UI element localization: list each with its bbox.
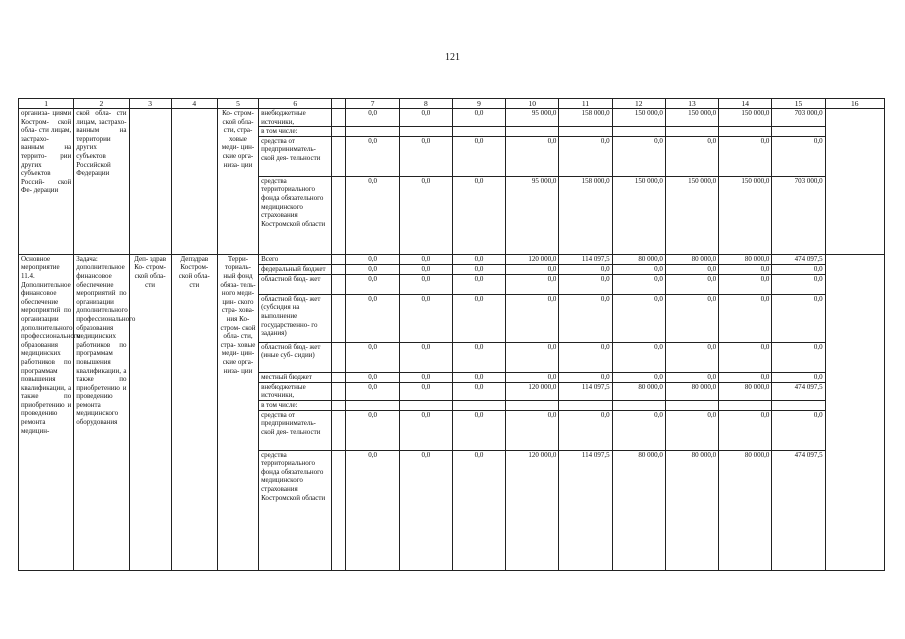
budget-table <box>18 98 885 571</box>
value-cell <box>559 127 612 137</box>
column-header: 1 <box>19 99 74 109</box>
empty-cell <box>332 264 346 274</box>
task-cell: ской обла- сти лицам, застрахо- ванным на территории других субъектов Российской Федерации <box>74 109 129 255</box>
value-cell: 0,0 <box>719 372 772 382</box>
value-cell: 150 000,0 <box>612 176 665 254</box>
column-header <box>332 99 346 109</box>
value-cell: 0,0 <box>559 372 612 382</box>
value-cell: 0,0 <box>772 274 825 294</box>
value-cell: 0,0 <box>559 136 612 176</box>
column-header: 3 <box>129 99 171 109</box>
value-cell: 0,0 <box>612 342 665 372</box>
column-header: 15 <box>772 99 825 109</box>
value-cell: 0,0 <box>399 372 452 382</box>
funding-source-cell: средства от предприниматель- ской дея- тельности <box>259 136 332 176</box>
funding-source-cell: средства территориального фонда обязательного медицинского страхования Костромской области <box>259 450 332 570</box>
value-cell <box>665 127 718 137</box>
value-cell: 0,0 <box>452 372 505 382</box>
column-header: 4 <box>171 99 217 109</box>
value-cell: 0,0 <box>346 372 399 382</box>
value-cell: 0,0 <box>399 450 452 570</box>
value-cell: 114 097,5 <box>559 254 612 264</box>
value-cell: 0,0 <box>665 264 718 274</box>
value-cell: 0,0 <box>346 136 399 176</box>
column-header: 10 <box>506 99 559 109</box>
value-cell: 0,0 <box>452 294 505 342</box>
value-cell: 0,0 <box>399 410 452 450</box>
value-cell: 80 000,0 <box>612 382 665 400</box>
value-cell: 114 097,5 <box>559 450 612 570</box>
value-cell: 703 000,0 <box>772 109 825 127</box>
value-cell: 150 000,0 <box>665 176 718 254</box>
value-cell <box>399 127 452 137</box>
value-cell: 0,0 <box>772 342 825 372</box>
responsible-cell: Депздрав Костром- ской обла- сти <box>171 254 217 570</box>
value-cell: 80 000,0 <box>665 254 718 264</box>
value-cell: 80 000,0 <box>719 382 772 400</box>
executor-cell: Терри- ториаль- ный фонд обяза- тель- ного меди- цин- ского стра- хова- ния Ко- стром- ской обла- сти, стра- ховые меди- цин- ские орга- низа- ции <box>217 254 258 570</box>
empty-cell <box>332 342 346 372</box>
value-cell: 0,0 <box>719 264 772 274</box>
empty-cell <box>332 450 346 570</box>
value-cell: 0,0 <box>665 342 718 372</box>
value-cell: 0,0 <box>719 294 772 342</box>
column-16-cell <box>825 109 884 255</box>
value-cell: 0,0 <box>346 382 399 400</box>
empty-cell <box>332 400 346 410</box>
value-cell: 0,0 <box>399 342 452 372</box>
value-cell: 0,0 <box>612 274 665 294</box>
funding-source-cell: федеральный бюджет <box>259 264 332 274</box>
empty-cell <box>332 254 346 264</box>
value-cell: 0,0 <box>559 342 612 372</box>
value-cell <box>346 127 399 137</box>
value-cell: 0,0 <box>346 274 399 294</box>
value-cell <box>665 400 718 410</box>
value-cell: 474 097,5 <box>772 254 825 264</box>
value-cell: 0,0 <box>346 450 399 570</box>
column-header: 9 <box>452 99 505 109</box>
funding-source-cell: в том числе: <box>259 127 332 137</box>
value-cell: 0,0 <box>399 254 452 264</box>
value-cell: 0,0 <box>452 342 505 372</box>
value-cell <box>452 127 505 137</box>
value-cell <box>719 400 772 410</box>
value-cell: 120 000,0 <box>506 450 559 570</box>
value-cell <box>346 400 399 410</box>
value-cell <box>559 400 612 410</box>
value-cell: 158 000,0 <box>559 176 612 254</box>
task-cell: Задача: дополнительное финансовое обеспечение мероприятий по организации дополнительного профессионального образования медицинских работников по программам повышения квалификации, а также по приобретению и проведению ремонта медицинского оборудования <box>74 254 129 570</box>
value-cell: 0,0 <box>346 264 399 274</box>
empty-cell <box>332 109 346 127</box>
value-cell: 120 000,0 <box>506 254 559 264</box>
table-row <box>19 109 885 127</box>
value-cell: 0,0 <box>559 294 612 342</box>
value-cell: 0,0 <box>506 136 559 176</box>
value-cell: 0,0 <box>772 372 825 382</box>
value-cell: 0,0 <box>346 109 399 127</box>
value-cell: 0,0 <box>506 274 559 294</box>
value-cell: 0,0 <box>559 410 612 450</box>
funding-source-cell: внебюджетные источники, <box>259 109 332 127</box>
empty-cell <box>332 127 346 137</box>
value-cell: 0,0 <box>506 342 559 372</box>
value-cell <box>452 400 505 410</box>
empty-cell <box>332 372 346 382</box>
customer-cell: Деп- здрав Ко- стром- ской обла- сти <box>129 254 171 570</box>
value-cell: 0,0 <box>665 274 718 294</box>
value-cell <box>719 127 772 137</box>
funding-source-cell: областной бюд- жет (субсидия на выполнение государственно- го задания) <box>259 294 332 342</box>
value-cell: 0,0 <box>452 136 505 176</box>
page-number: 121 <box>445 52 460 63</box>
empty-cell <box>332 382 346 400</box>
value-cell: 474 097,5 <box>772 450 825 570</box>
executor-cell: Ко- стром- ской обла- сти, стра- ховые меди- цин- ские орга- низа- ции <box>217 109 258 255</box>
column-header: 2 <box>74 99 129 109</box>
customer-cell <box>129 109 171 255</box>
responsible-cell <box>171 109 217 255</box>
value-cell: 80 000,0 <box>665 382 718 400</box>
empty-cell <box>332 294 346 342</box>
column-header: 5 <box>217 99 258 109</box>
value-cell: 114 097,5 <box>559 382 612 400</box>
value-cell: 0,0 <box>719 342 772 372</box>
funding-source-cell: Всего <box>259 254 332 264</box>
column-header: 7 <box>346 99 399 109</box>
value-cell: 0,0 <box>665 294 718 342</box>
value-cell: 0,0 <box>346 176 399 254</box>
value-cell: 158 000,0 <box>559 109 612 127</box>
value-cell <box>612 400 665 410</box>
column-header: 13 <box>665 99 718 109</box>
value-cell: 0,0 <box>612 136 665 176</box>
value-cell <box>772 127 825 137</box>
value-cell: 0,0 <box>665 410 718 450</box>
value-cell: 95 000,0 <box>506 176 559 254</box>
value-cell: 0,0 <box>346 342 399 372</box>
value-cell: 0,0 <box>452 109 505 127</box>
value-cell: 0,0 <box>506 410 559 450</box>
value-cell: 0,0 <box>452 274 505 294</box>
value-cell: 0,0 <box>399 136 452 176</box>
value-cell: 0,0 <box>399 176 452 254</box>
value-cell: 0,0 <box>719 274 772 294</box>
value-cell: 0,0 <box>559 274 612 294</box>
value-cell: 0,0 <box>506 294 559 342</box>
value-cell: 0,0 <box>506 264 559 274</box>
value-cell <box>612 127 665 137</box>
funding-source-cell: внебюджетные источники, <box>259 382 332 400</box>
column-header: 8 <box>399 99 452 109</box>
funding-source-cell: местный бюджет <box>259 372 332 382</box>
value-cell: 0,0 <box>772 264 825 274</box>
value-cell: 0,0 <box>346 254 399 264</box>
value-cell: 0,0 <box>346 410 399 450</box>
value-cell: 0,0 <box>665 136 718 176</box>
value-cell: 80 000,0 <box>719 254 772 264</box>
column-16-cell <box>825 254 884 570</box>
column-header: 11 <box>559 99 612 109</box>
value-cell: 150 000,0 <box>719 109 772 127</box>
value-cell: 0,0 <box>346 294 399 342</box>
value-cell <box>772 400 825 410</box>
column-header: 6 <box>259 99 332 109</box>
value-cell <box>506 127 559 137</box>
value-cell: 0,0 <box>452 254 505 264</box>
value-cell: 80 000,0 <box>665 450 718 570</box>
value-cell: 0,0 <box>399 382 452 400</box>
funding-source-cell: областной бюд- жет <box>259 274 332 294</box>
value-cell: 0,0 <box>612 264 665 274</box>
value-cell: 0,0 <box>452 264 505 274</box>
column-header: 16 <box>825 99 884 109</box>
empty-cell <box>332 136 346 176</box>
value-cell: 150 000,0 <box>665 109 718 127</box>
value-cell <box>506 400 559 410</box>
column-header: 12 <box>612 99 665 109</box>
value-cell: 0,0 <box>612 410 665 450</box>
value-cell: 0,0 <box>399 294 452 342</box>
value-cell: 0,0 <box>399 109 452 127</box>
value-cell: 0,0 <box>772 294 825 342</box>
header-row <box>19 99 885 109</box>
event-name-cell: организа- циями Костром- ской обла- сти лицам, застрахо- ванным на террито- рии других субъектов Россий- ской Фе- дерации <box>19 109 74 255</box>
value-cell: 703 000,0 <box>772 176 825 254</box>
value-cell: 0,0 <box>506 372 559 382</box>
empty-cell <box>332 410 346 450</box>
value-cell: 0,0 <box>772 136 825 176</box>
value-cell: 0,0 <box>559 264 612 274</box>
value-cell: 0,0 <box>399 264 452 274</box>
value-cell: 0,0 <box>719 410 772 450</box>
empty-cell <box>332 176 346 254</box>
value-cell: 80 000,0 <box>612 254 665 264</box>
value-cell: 0,0 <box>452 382 505 400</box>
value-cell: 0,0 <box>399 274 452 294</box>
value-cell: 80 000,0 <box>719 450 772 570</box>
table-row <box>19 254 885 264</box>
event-name-cell: Основное мероприятие 11.4. Дополнительное финансовое обеспечение мероприятий по организации дополнительного профессионального образования медицинских работников по программам повышения квалификации, а также по приобретению и проведению ремонта медицин- <box>19 254 74 570</box>
value-cell: 0,0 <box>612 372 665 382</box>
value-cell: 474 097,5 <box>772 382 825 400</box>
value-cell: 0,0 <box>719 136 772 176</box>
column-header: 14 <box>719 99 772 109</box>
funding-source-cell: областной бюд- жет (иные суб- сидии) <box>259 342 332 372</box>
value-cell <box>399 400 452 410</box>
value-cell: 0,0 <box>452 410 505 450</box>
value-cell: 120 000,0 <box>506 382 559 400</box>
empty-cell <box>332 274 346 294</box>
value-cell: 150 000,0 <box>719 176 772 254</box>
value-cell: 95 000,0 <box>506 109 559 127</box>
value-cell: 0,0 <box>665 372 718 382</box>
funding-source-cell: средства от предприниматель- ской дея- тельности <box>259 410 332 450</box>
value-cell: 0,0 <box>452 176 505 254</box>
value-cell: 80 000,0 <box>612 450 665 570</box>
funding-source-cell: средства территориального фонда обязательного медицинского страхования Костромской области <box>259 176 332 254</box>
value-cell: 0,0 <box>452 450 505 570</box>
value-cell: 0,0 <box>772 410 825 450</box>
value-cell: 150 000,0 <box>612 109 665 127</box>
value-cell: 0,0 <box>612 294 665 342</box>
funding-source-cell: в том числе: <box>259 400 332 410</box>
